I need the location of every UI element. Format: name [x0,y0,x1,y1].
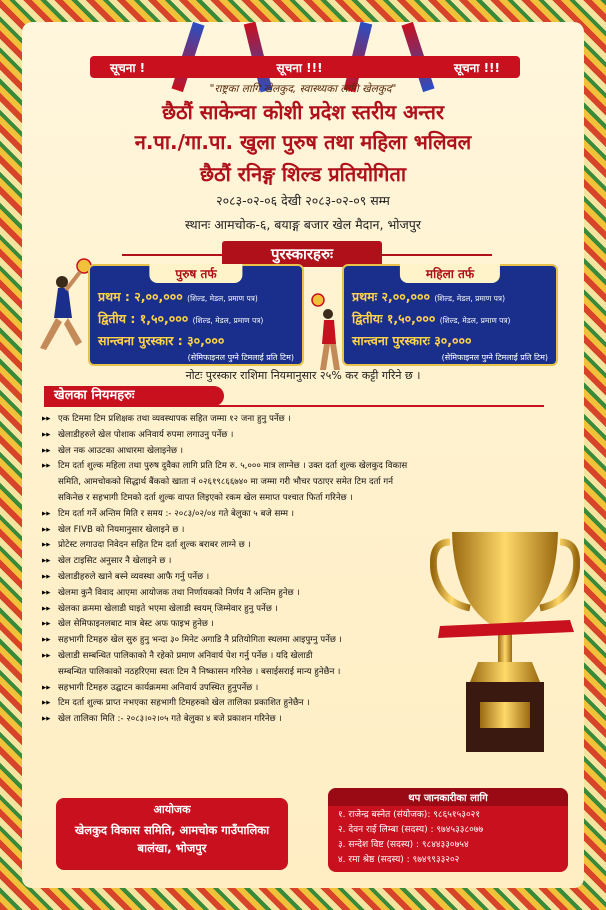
women-awards-box [342,264,558,366]
tax-note: नोटः पुरस्कार राशिमा नियमानुसार २५% कर कट्टी गरिने छ । [185,369,421,382]
organizer-heading: आयोजक [153,803,191,816]
rule-item: समिति, आमचोकको सिद्धार्थ बैंकको खाता नं ०२६१९८६६७४० मा जम्मा गरी भौचर पठाएर समेत टिम दर्ता गर्न [58,477,393,488]
rule-item: सम्बन्धित पालिकाको नठहरिएमा स्वतः टिम नै निष्कासन गरिनेछ । बसाईसराई मान्य हुनेछैन । [58,666,341,677]
event-dates: २०८३-०२-०६ देखी २०८३-०२-०९ सम्म [216,193,390,208]
rule-item: सकिनेछ र सहभागी टिमको दर्ता शुल्क वापत लिइएको रकम खेल समाप्त पश्चात फिर्ता गरिनेछ । [58,492,353,503]
rule-item: ▶▶ टिम दर्ता गर्ने अन्तिम मिति र समय :- २०८३/०२/०४ गते बेलुका ५ बजे सम्म । [42,507,482,523]
rules-list [42,412,482,728]
contact-line: ३. सन्देश विष्ट (सदस्य) : ९८४४३३०७५४ [338,840,469,850]
men-first-note: (शिल्ड, मेडल, प्रमाण पत्र) [187,294,258,303]
poster [22,22,584,888]
title-line-3: छैठौं रनिङ्ग शिल्ड प्रतियोगिता [199,162,407,186]
volleyball-player-icon [32,258,94,368]
women-first-amount: प्रथमः २,००,००० [352,289,430,304]
slogan: "राष्ट्रका लागि खेलकुद, स्वास्थ्यका लागि खेलकुद" [209,83,397,95]
notice-middle: सूचना !!! [276,60,323,75]
trophy-icon [430,522,580,772]
rule-item: ▶▶ सहभागी टिमहरु उद्घाटन कार्यक्रममा अनिवार्य उपस्थित हुनुपर्नेछ । [42,681,482,697]
men-consolation-note: (सेमिफाइनल पुग्ने टिमलाई प्रति टिम) [187,353,294,362]
title-line-1: छैठौं साकेन्वा कोशी प्रदेश स्तरीय अन्तर [161,100,445,124]
rule-item: ▶▶ प्रोटेस्ट लगाउदा निवेदन सहित टिम दर्ता शुल्क बराबर लाग्ने छ । [42,538,482,554]
women-consolation-note: (सेमिफाइनल पुग्ने टिमलाई प्रति टिम) [441,353,548,362]
organizer-box [56,798,288,870]
men-consolation-prize: सान्त्वना पुरस्कार : ३०,००० [98,333,225,348]
women-second-prize [352,310,510,327]
rule-item: ▶▶ खेल तालिका मिति :- २०८३।०२।०५ गते बेलुका ४ बजे प्रकाशन गरिनेछ । [42,712,482,728]
rule-item: ▶▶ खेलाडीहरुले खाने बस्ने व्यवस्था आफै गर्नु पर्नेछ । [42,570,482,586]
men-heading: पुरुष तर्फ [149,264,242,283]
contact-line: १. राजेन्द्र बस्नेत (संयोजक): ९८६५१५३०२१ [338,810,481,820]
rule-item: ▶▶ एक टिममा टिम प्रशिक्षक तथा व्यवस्थापक सहित जम्मा १२ जना हुनु पर्नेछ । [42,412,482,428]
rules-heading: खेलका नियमहरुः [44,386,224,406]
rule-item: ▶▶ खेलाडीहरुले खेल पोशाक अनिवार्य रुपमा लगाउनु पर्नेछ । [42,428,482,444]
women-first-note: (शिल्ड, मेडल, प्रमाण पत्र) [434,294,505,303]
rule-item: ▶▶ खेलका क्रममा खेलाडी घाइते भएमा खेलाडी स्वयम् जिम्मेवार हुनु पर्नेछ । [42,602,482,618]
rule-item: ▶▶ खेलाडी सम्बन्धित पालिकाको नै रहेको प्रमाण अनिवार्य पेश गर्नु पर्नेछ । यदि खेलाडी [42,649,482,665]
notice-left: सूचना ! [110,60,146,75]
rule-item: ▶▶ सहभागी टिमहरु खेल सुरु हुनु भन्दा ३० मिनेट अगाडि नै प्रतियोगिता स्थलमा आइपुग्नु पर्नेछ । [42,633,482,649]
organizer-name: खेलकुद विकास समिति, आमचोक गाउँपालिका [74,823,270,837]
rule-item: ▶▶ टिम दर्ता शुल्क महिला तथा पुरुष दुवैका लागि प्रति टिम रु. ५,००० मात्र लाग्नेछ । उक्त दर्ता शुल्क खेलकुद विकास [42,459,482,475]
contact-box [328,788,568,872]
men-awards-box [88,264,304,366]
contact-line: २. देवन राई लिम्बा (सदस्य) : ९७४५३३८०७७ [338,825,484,835]
rule-item: ▶▶ टिम दर्ता शुल्क प्राप्त नभएका सहभागी टिमहरुको खेल तालिका प्रकाशित हुनेछैन । [42,696,482,712]
organizer-address: बालंखा, भोजपुर [137,841,207,855]
women-second-note: (शिल्ड, मेडल, प्रमाण पत्र) [439,316,511,325]
rule-item: ▶▶ खेल सेमिफाइनलबाट मात्र बेस्ट अफ फाइभ हुनेछ । [42,617,482,633]
rule-item: ▶▶ खेल टाइसिट अनुसार नै खेलाइने छ । [42,554,482,570]
rule-item: ▶▶ खेल FIVB को नियमानुसार खेलाइने छ । [42,523,482,539]
men-second-note: (शिल्ड, मेडल, प्रमाण पत्र) [192,316,264,325]
event-venue: स्थानः आमचोक-६, बयाङ्ग बजार खेल मैदान, भोजपुर [185,217,421,232]
women-heading: महिला तर्फ [400,264,500,283]
women-consolation-prize: सान्त्वना पुरस्कारः ३०,००० [352,333,472,348]
women-first-prize [352,288,505,305]
notice-bar [90,56,520,78]
men-second-prize [98,310,263,327]
contact-line: ४. रमा श्रेष्ठ (सदस्य) : ९७४९९३३२०२ [338,855,460,865]
rule-item: ▶▶ खेलमा कुनै विवाद आएमा आयोजक तथा निर्णायकको निर्णय नै अन्तिम हुनेछ । [42,586,482,602]
men-second-amount: द्वितीय : १,५०,००० [98,311,189,326]
rule-item: ▶▶ खेल नक आउटका आधारमा खेलाइनेछ । [42,444,482,460]
men-first-prize [98,288,258,305]
contact-heading: थप जानकारीका लागि [328,788,568,806]
notice-right: सूचना !!! [453,60,500,75]
awards-heading: पुरस्कारहरुः [222,241,382,267]
title-line-2: न.पा./गा.पा. खुला पुरुष तथा महिला भलिवल [134,130,472,154]
women-second-amount: द्वितीयः १,५०,००० [352,311,436,326]
men-first-amount: प्रथम : २,००,००० [98,289,183,304]
